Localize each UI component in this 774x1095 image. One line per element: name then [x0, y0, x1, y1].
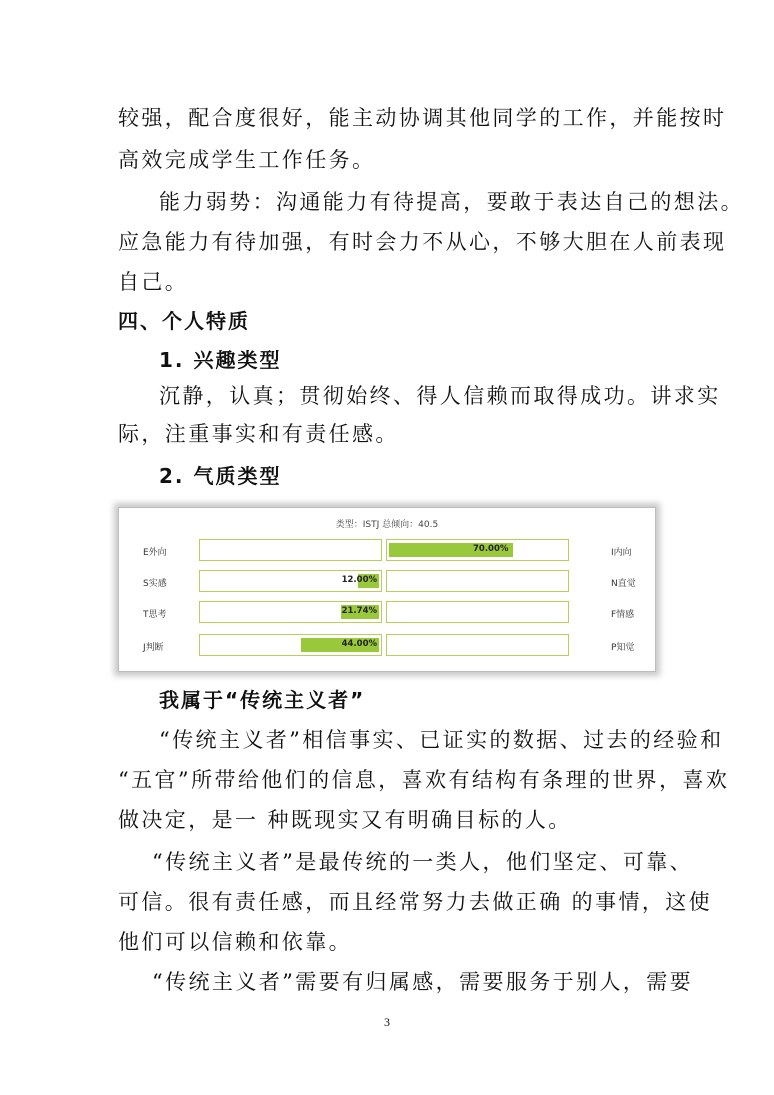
- belong-heading: 我属于“传统主义者”: [159, 688, 366, 712]
- chart-track-right: [386, 634, 569, 656]
- paragraph-line: “传统主义者”需要有归属感，需要服务于别人，需要: [152, 970, 694, 994]
- chart-row-left-label: J判断: [143, 643, 164, 653]
- chart-track-left: [199, 539, 382, 561]
- mbti-chart: [118, 507, 656, 672]
- chart-row-right-label: N直觉: [611, 579, 636, 589]
- chart-row-right-label: I内向: [611, 548, 632, 558]
- chart-row-left-label: E外向: [143, 548, 167, 558]
- chart-bar-label: 70.00%: [473, 544, 509, 554]
- paragraph-line: “传统主义者”是最传统的一类人，他们坚定、可靠、: [152, 850, 694, 874]
- paragraph-line: 自己。: [118, 270, 189, 294]
- paragraph-line: 应急能力有待加强，有时会力不从心，不够大胆在人前表现: [118, 230, 727, 254]
- chart-row-right-label: F情感: [611, 610, 635, 620]
- chart-row-right-label: P知觉: [611, 643, 635, 653]
- paragraph-line: 沉静，认真；贯彻始终、得人信赖而取得成功。讲求实: [159, 384, 721, 408]
- paragraph-line: 较强，配合度很好，能主动协调其他同学的工作，并能按时: [118, 106, 727, 130]
- chart-track-right: [386, 601, 569, 623]
- paragraph-line: 高效完成学生工作任务。: [118, 148, 376, 172]
- paragraph-line: 做决定，是一 种既现实又有明确目标的人。: [118, 808, 572, 832]
- paragraph-line: 他们可以信赖和依靠。: [118, 930, 352, 954]
- chart-track-left: [199, 570, 382, 592]
- chart-bar-label: 44.00%: [341, 639, 377, 649]
- subheading-temperament: 2. 气质类型: [159, 464, 282, 488]
- chart-bar-label: 21.74%: [341, 606, 377, 616]
- chart-track-right: [386, 570, 569, 592]
- paragraph-line: 际，注重事实和有责任感。: [118, 422, 399, 446]
- chart-track-left: [199, 634, 382, 656]
- chart-track-right: [386, 539, 569, 561]
- chart-row-left-label: T思考: [143, 610, 167, 620]
- paragraph-line: 可信。很有责任感，而且经常努力去做正确 的事情，这使: [118, 890, 713, 914]
- section-heading: 四、个人特质: [118, 309, 250, 333]
- page-number: 3: [384, 1015, 390, 1029]
- paragraph-line: 能力弱势：沟通能力有待提高，要敢于表达自己的想法。: [159, 190, 744, 214]
- paragraph-line: “五官”所带给他们的信息，喜欢有结构有条理的世界，喜欢: [118, 768, 730, 792]
- paragraph-line: “传统主义者”相信事实、已证实的数据、过去的经验和: [159, 728, 724, 752]
- chart-title: 类型：ISTJ 总倾向：40.5: [335, 520, 439, 530]
- chart-bar-label: 12.00%: [341, 575, 377, 585]
- subheading-interest: 1. 兴趣类型: [159, 348, 282, 372]
- chart-track-left: [199, 601, 382, 623]
- chart-row-left-label: S实感: [143, 579, 167, 589]
